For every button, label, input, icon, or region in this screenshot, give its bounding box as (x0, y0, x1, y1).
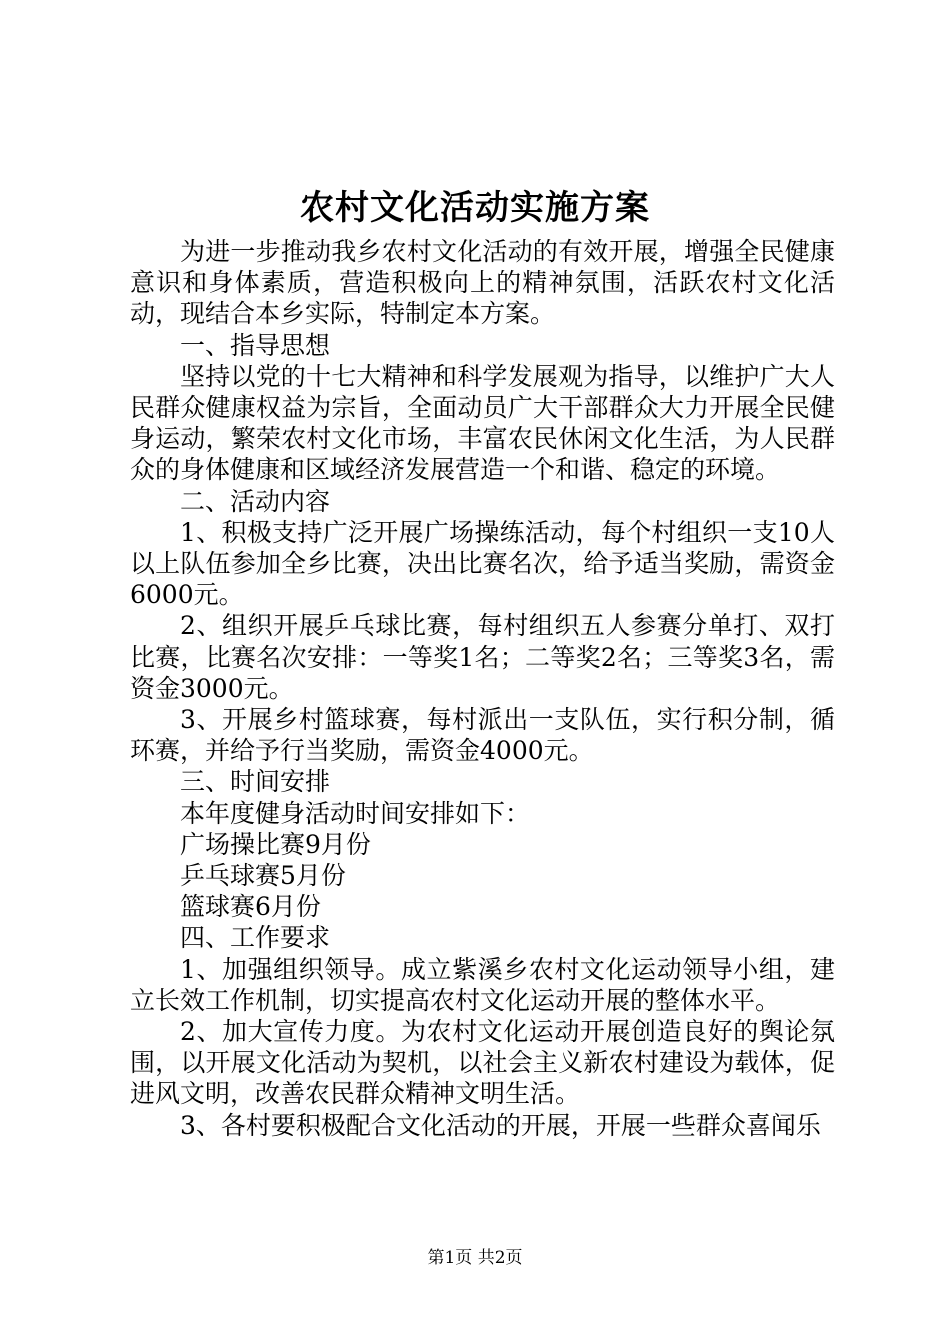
schedule-item-basketball: 篮球赛6月份 (180, 892, 321, 922)
section-heading-activity-content: 二、活动内容 (180, 486, 331, 516)
document-body (130, 236, 835, 1141)
activity-item-table-tennis: 2、组织开展乒乓球比赛，每村组织五人参赛分单打、双打比赛，比赛名次安排：一等奖1名；二等奖2名；三等奖3名，需资金3000元。 (130, 611, 835, 703)
guiding-ideology-paragraph: 坚持以党的十七大精神和科学发展观为指导，以维护广大人民群众健康权益为宗旨，全面动员广大干部群众大力开展全民健身运动，繁荣农村文化市场，丰富农民休闲文化生活，为人民群众的身体健康和区域经济发展营造一个和谐、稳定的环境。 (130, 361, 835, 485)
section-heading-work-requirements: 四、工作要求 (180, 923, 331, 953)
requirement-item-cooperation: 3、各村要积极配合文化活动的开展，开展一些群众喜闻乐 (180, 1110, 821, 1140)
requirement-item-publicity: 2、加大宣传力度。为农村文化运动开展创造良好的舆论氛围，以开展文化活动为契机，以社会主义新农村建设为载体，促进风文明，改善农民群众精神文明生活。 (130, 1017, 835, 1109)
activity-item-basketball: 3、开展乡村篮球赛，每村派出一支队伍，实行积分制，循环赛，并给予行当奖励，需资金4000元。 (130, 705, 835, 766)
schedule-item-square-dance: 广场操比赛9月份 (180, 829, 371, 859)
section-heading-schedule: 三、时间安排 (180, 767, 331, 797)
requirement-item-leadership: 1、加强组织领导。成立紫溪乡农村文化运动领导小组，建立长效工作机制，切实提高农村文化运动开展的整体水平。 (130, 954, 835, 1015)
schedule-intro: 本年度健身活动时间安排如下： (180, 798, 531, 828)
schedule-item-table-tennis: 乒乓球赛5月份 (180, 861, 346, 891)
section-heading-guiding-ideology: 一、指导思想 (180, 330, 331, 360)
document-title: 农村文化活动实施方案 (300, 188, 650, 228)
intro-paragraph: 为进一步推动我乡农村文化活动的有效开展，增强全民健康意识和身体素质，营造积极向上的精神氛围，活跃农村文化活动，现结合本乡实际，特制定本方案。 (130, 237, 835, 329)
page-number-footer: 第1页 共2页 (427, 1248, 523, 1268)
activity-item-square-dance: 1、积极支持广泛开展广场操练活动，每个村组织一支10人以上队伍参加全乡比赛，决出比赛名次，给予适当奖励，需资金6000元。 (130, 517, 835, 610)
